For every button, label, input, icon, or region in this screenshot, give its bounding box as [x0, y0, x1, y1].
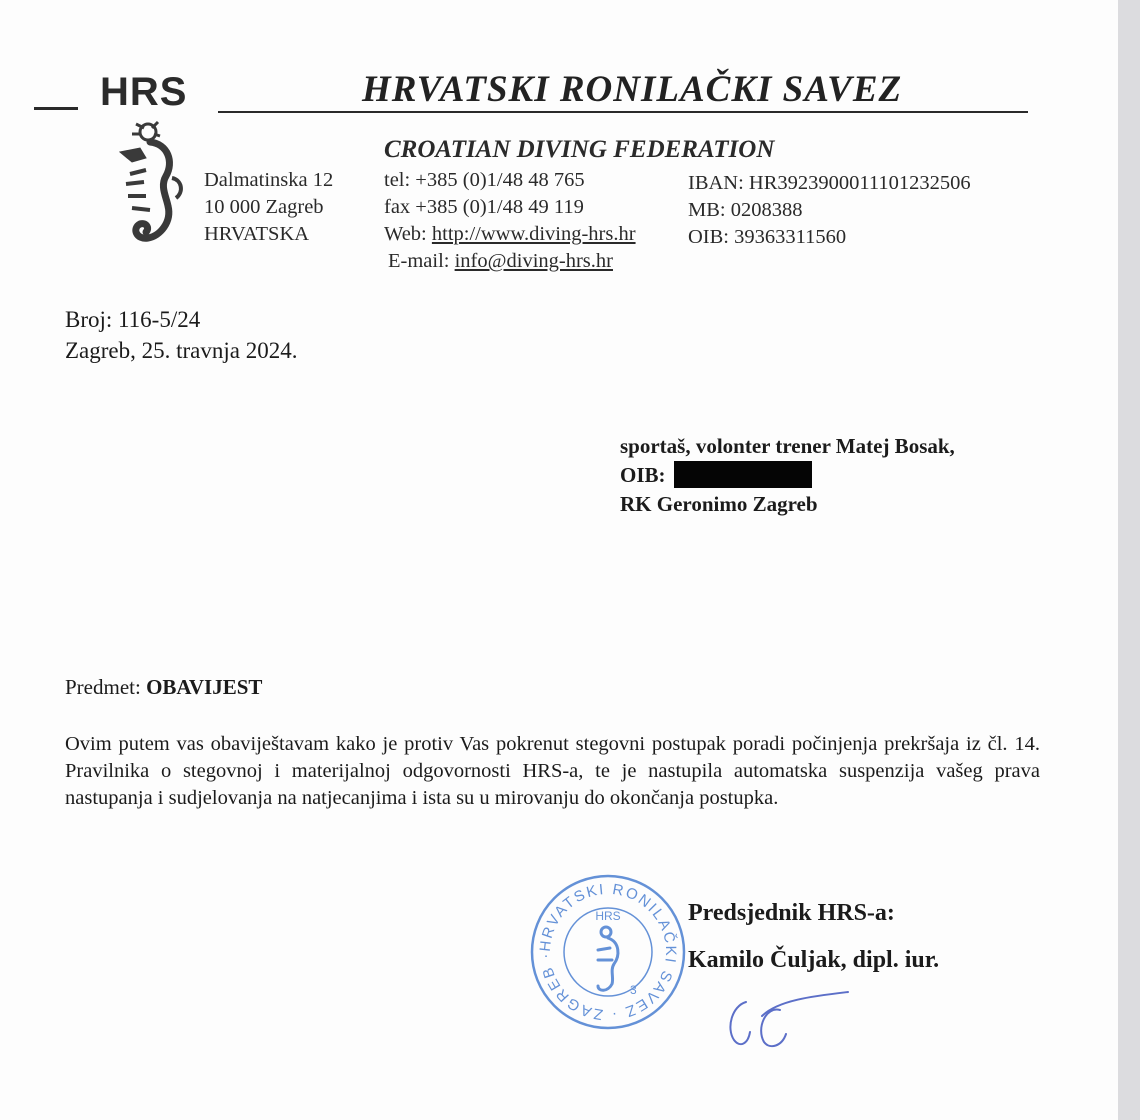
hrs-logo-text: HRS: [100, 70, 188, 114]
redaction-bar: [674, 461, 812, 488]
bank-mb: MB: 0208388: [688, 199, 803, 221]
subject-value: OBAVIJEST: [146, 675, 263, 699]
header-rule: [218, 111, 1028, 113]
signature-title: Predsjednik HRS-a:: [688, 900, 895, 926]
bank-oib: OIB: 39363311560: [688, 226, 847, 248]
address-country: HRVATSKA: [204, 223, 310, 245]
subject-label: Predmet:: [65, 675, 141, 699]
federation-title: HRVATSKI RONILAČKI SAVEZ: [362, 69, 903, 110]
address-street: Dalmatinska 12: [204, 169, 334, 191]
address-city: 10 000 Zagreb: [204, 196, 324, 218]
email-label: E-mail:: [388, 250, 455, 272]
contact-tel: tel: +385 (0)1/48 48 765: [384, 169, 585, 191]
contact-fax: fax +385 (0)1/48 49 119: [384, 196, 584, 218]
stamp-center-text: HRS: [595, 909, 621, 923]
stamp-seahorse-icon: [598, 927, 618, 990]
address-block: [204, 167, 333, 248]
email-link[interactable]: info@diving-hrs.hr: [454, 250, 613, 272]
website-link[interactable]: http://www.diving-hrs.hr: [431, 223, 636, 245]
recipient-block: [620, 432, 955, 519]
reference-block: [65, 304, 297, 366]
reference-number: Broj: 116-5/24: [65, 307, 201, 332]
reference-place-date: Zagreb, 25. travnja 2024.: [65, 338, 298, 363]
contact-web-line: [384, 221, 636, 248]
bank-block: [688, 170, 971, 251]
signature-name: Kamilo Čuljak, dipl. iur.: [688, 947, 940, 973]
contact-email-line: [384, 248, 636, 275]
stamp-number: 3: [630, 983, 637, 997]
letter-body: Ovim putem vas obaviještavam kako je protiv Vas pokrenut stegovni postupak poradi počinjenja prekršaja iz čl. 14. Pravilnika o stegovnoj i materijalnoj odgovornosti HRS-a, te je nastupila automatska suspenzija vašeg prava nastupanja i sudjelovanja na natjecanjima i ista su u mirovanju do okončanja postupka.: [65, 733, 1040, 809]
recipient-oib-line: [620, 461, 955, 490]
screen-edge: [1118, 0, 1140, 1120]
recipient-name: sportaš, volonter trener Matej Bosak,: [620, 434, 955, 458]
bank-iban: IBAN: HR3923900011101232506: [688, 172, 971, 194]
subject-line: [65, 675, 262, 700]
signature-block: [688, 890, 939, 984]
recipient-club: RK Geronimo Zagreb: [620, 492, 818, 516]
logo-dash: [34, 107, 78, 110]
stamp-ring-text: HRVATSKI RONILAČKI SAVEZ · ZAGREB ·: [536, 880, 680, 1024]
web-label: Web:: [384, 223, 432, 245]
federation-subtitle: CROATIAN DIVING FEDERATION: [384, 136, 775, 163]
contact-block: [384, 167, 636, 275]
recipient-oib-label: OIB:: [620, 463, 666, 487]
handwritten-signature: [722, 988, 862, 1060]
official-stamp: [528, 870, 688, 1035]
seahorse-logo-icon: [110, 118, 190, 252]
